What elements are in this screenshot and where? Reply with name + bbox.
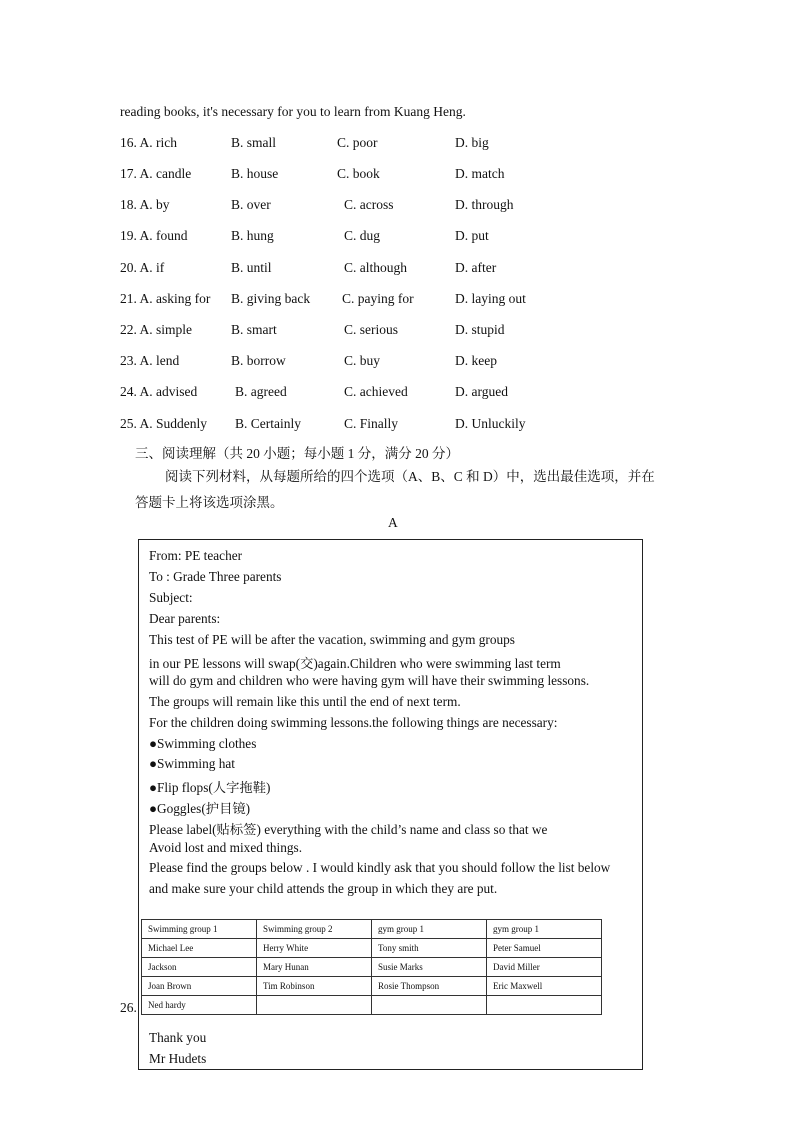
letter-body-line: in our PE lessons will swap(交)again.Children who were swimming last term bbox=[149, 656, 561, 671]
question-25 bbox=[120, 416, 680, 436]
table-row bbox=[142, 958, 602, 977]
question-20 bbox=[120, 260, 680, 280]
question-23 bbox=[120, 353, 680, 373]
option-b: B. until bbox=[231, 260, 272, 275]
table-cell: Herry White bbox=[257, 939, 372, 958]
table-cell: Eric Maxwell bbox=[487, 977, 602, 996]
option-d: D. big bbox=[455, 135, 489, 150]
bullet-item: ●Flip flops(人字拖鞋) bbox=[149, 780, 271, 795]
table-cell: Peter Samuel bbox=[487, 939, 602, 958]
table-row bbox=[142, 996, 602, 1015]
letter-body-line: For the children doing swimming lessons.the following things are necessary: bbox=[149, 715, 558, 730]
table-cell: Jackson bbox=[142, 958, 257, 977]
option-c: C. book bbox=[337, 166, 380, 181]
option-a: 23. A. lend bbox=[120, 353, 180, 368]
question-21 bbox=[120, 291, 680, 311]
letter-body-line: This test of PE will be after the vacation, swimming and gym groups bbox=[149, 632, 515, 647]
question-17 bbox=[120, 166, 680, 186]
option-a: 18. A. by bbox=[120, 197, 170, 212]
closing-signature: Mr Hudets bbox=[149, 1051, 207, 1066]
table-row bbox=[142, 939, 602, 958]
option-b: B. over bbox=[231, 197, 271, 212]
letter-subject: Subject: bbox=[149, 590, 193, 605]
letter-body-line: and make sure your child attends the group in which they are put. bbox=[149, 881, 498, 896]
table-cell bbox=[257, 996, 372, 1015]
option-d: D. match bbox=[455, 166, 505, 181]
option-b: B. smart bbox=[231, 322, 277, 337]
bullet-item: ●Swimming clothes bbox=[149, 736, 257, 751]
table-header-cell: Swimming group 1 bbox=[142, 920, 257, 939]
bullet-item: ●Goggles(护目镜) bbox=[149, 801, 251, 816]
table-header-cell: gym group 1 bbox=[487, 920, 602, 939]
letter-from: From: PE teacher bbox=[149, 548, 243, 563]
option-c: C. paying for bbox=[342, 291, 414, 306]
option-d: D. keep bbox=[455, 353, 497, 368]
question-24 bbox=[120, 384, 680, 404]
table-row bbox=[142, 977, 602, 996]
intro-line: reading books, it's necessary for you to learn from Kuang Heng. bbox=[120, 104, 466, 119]
table-header-cell: gym group 1 bbox=[372, 920, 487, 939]
option-d: D. stupid bbox=[455, 322, 505, 337]
notice-box bbox=[138, 539, 643, 1070]
option-c: C. although bbox=[344, 260, 407, 275]
option-c: C. Finally bbox=[344, 416, 399, 431]
instruction-line-2: 答题卡上将该选项涂黑。 bbox=[135, 495, 284, 510]
question-19 bbox=[120, 228, 680, 248]
table-cell: Joan Brown bbox=[142, 977, 257, 996]
option-d: D. Unluckily bbox=[455, 416, 526, 431]
instruction-line-1: 阅读下列材料，从每题所给的四个选项（A、B、C 和 D）中，选出最佳选项，并在 bbox=[165, 469, 655, 484]
option-d: D. through bbox=[455, 197, 514, 212]
question-18 bbox=[120, 197, 680, 217]
groups-table bbox=[141, 919, 602, 1015]
option-d: D. put bbox=[455, 228, 489, 243]
option-b: B. Certainly bbox=[235, 416, 301, 431]
table-cell: Michael Lee bbox=[142, 939, 257, 958]
table-cell: Rosie Thompson bbox=[372, 977, 487, 996]
letter-to: To : Grade Three parents bbox=[149, 569, 282, 584]
table-cell: David Miller bbox=[487, 958, 602, 977]
table-cell: Susie Marks bbox=[372, 958, 487, 977]
option-a: 22. A. simple bbox=[120, 322, 193, 337]
option-b: B. small bbox=[231, 135, 277, 150]
option-c: C. dug bbox=[344, 228, 381, 243]
letter-body-line: Please label(贴标签) everything with the child’s name and class so that we bbox=[149, 822, 548, 837]
question-22 bbox=[120, 322, 680, 342]
closing-thanks: Thank you bbox=[149, 1030, 207, 1045]
option-a: 19. A. found bbox=[120, 228, 188, 243]
letter-body-line: Please find the groups below . I would kindly ask that you should follow the list below bbox=[149, 860, 611, 875]
table-header-cell: Swimming group 2 bbox=[257, 920, 372, 939]
option-a: 24. A. advised bbox=[120, 384, 198, 399]
option-a: 17. A. candle bbox=[120, 166, 192, 181]
letter-body-line: will do gym and children who were having gym will have their swimming lessons. bbox=[149, 673, 590, 688]
table-cell: Tim Robinson bbox=[257, 977, 372, 996]
table-header-row bbox=[142, 920, 602, 939]
option-c: C. buy bbox=[344, 353, 381, 368]
question-16 bbox=[120, 135, 680, 155]
option-c: C. serious bbox=[344, 322, 398, 337]
table-cell: Tony smith bbox=[372, 939, 487, 958]
option-b: B. borrow bbox=[231, 353, 286, 368]
section-title: 三、阅读理解（共 20 小题；每小题 1 分，满分 20 分） bbox=[135, 446, 459, 461]
option-c: C. across bbox=[344, 197, 394, 212]
option-a: 16. A. rich bbox=[120, 135, 177, 150]
option-b: B. house bbox=[231, 166, 279, 181]
option-d: D. argued bbox=[455, 384, 508, 399]
letter-body-line: The groups will remain like this until the end of next term. bbox=[149, 694, 461, 709]
letter-body-line: Avoid lost and mixed things. bbox=[149, 840, 303, 855]
option-d: D. laying out bbox=[455, 291, 526, 306]
table-cell bbox=[487, 996, 602, 1015]
letter-salutation: Dear parents: bbox=[149, 611, 221, 626]
option-b: B. hung bbox=[231, 228, 274, 243]
option-a: 20. A. if bbox=[120, 260, 165, 275]
table-cell: Mary Hunan bbox=[257, 958, 372, 977]
bullet-item: ●Swimming hat bbox=[149, 756, 235, 771]
option-b: B. agreed bbox=[235, 384, 287, 399]
option-a: 21. A. asking for bbox=[120, 291, 211, 306]
option-a: 25. A. Suddenly bbox=[120, 416, 208, 431]
option-c: C. poor bbox=[337, 135, 378, 150]
table-cell bbox=[372, 996, 487, 1015]
passage-letter: A bbox=[388, 515, 398, 530]
option-c: C. achieved bbox=[344, 384, 408, 399]
option-b: B. giving back bbox=[231, 291, 311, 306]
table-cell: Ned hardy bbox=[142, 996, 257, 1015]
question-number-26: 26. bbox=[120, 1000, 137, 1015]
option-d: D. after bbox=[455, 260, 497, 275]
